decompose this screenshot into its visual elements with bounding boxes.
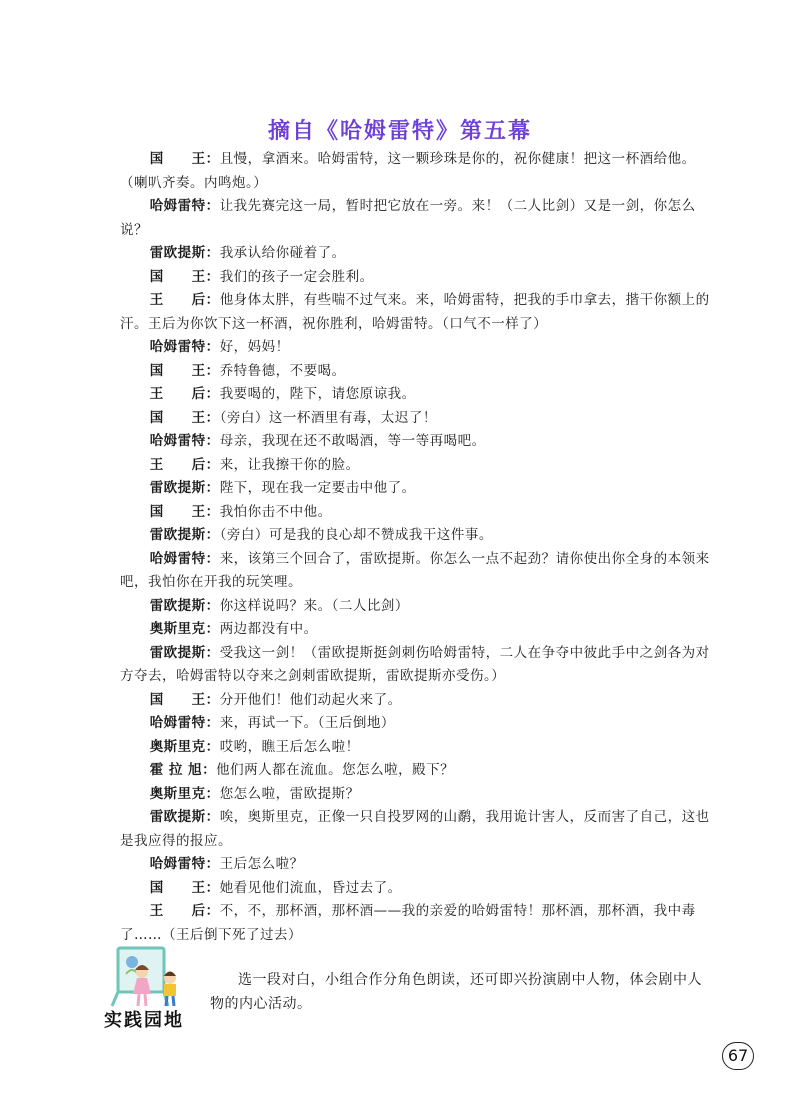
speaker-name: 国 王：	[149, 691, 220, 708]
speaker-name: 国 王：	[149, 268, 220, 285]
speaker-name: 王 后：	[149, 292, 220, 308]
dialogue-line	[120, 783, 714, 807]
dialogue-line	[120, 548, 714, 595]
dialogue-line	[120, 360, 714, 384]
speaker-name: 王 后：	[149, 456, 220, 473]
line-text: 哎哟，瞧王后怎么啦！	[219, 738, 360, 755]
practice-instruction: 选一段对白，小组合作分角色朗读，还可即兴扮演剧中人物，体会剧中人物的内心活动。	[210, 972, 702, 1012]
speaker-name: 奥斯里克：	[149, 785, 220, 802]
line-text: 来，该第三个回合了，雷欧提斯。你怎么一点不起劲？请你使出你全身的本领来吧，我怕你在开我的玩笑哩。	[120, 550, 710, 590]
dialogue-line	[120, 642, 714, 689]
line-text: 他们两人都在流血。您怎么啦，殿下？	[216, 762, 455, 778]
dialogue-line	[120, 806, 714, 853]
speaker-name: 哈姆雷特：	[149, 198, 220, 214]
line-text: 我要喝的，陛下，请您原谅我。	[219, 386, 416, 402]
line-text: （旁白）可是我的良心却不赞成我干这件事。	[219, 527, 493, 543]
speaker-name: 哈姆雷特：	[149, 339, 220, 355]
speaker-name: 国 王：	[149, 362, 220, 379]
line-text: 你这样说吗？来。（二人比剑）	[219, 597, 409, 614]
line-text: 我怕你击不中他。	[219, 503, 332, 520]
dialogue-line	[120, 477, 714, 501]
dialogue-line	[120, 853, 714, 877]
dialogue-line	[120, 195, 714, 242]
dialogue-line	[120, 712, 714, 736]
line-text: 您怎么啦，雷欧提斯？	[219, 785, 360, 802]
dialogue-line	[120, 759, 714, 783]
line-text: 受我这一剑！（雷欧提斯挺剑刺伤哈姆雷特，二人在争夺中彼此手中之剑各为对方夺去，哈姆雷特以夺来之剑刺雷欧提斯，雷欧提斯亦受伤。）	[120, 644, 710, 684]
line-text: 且慢，拿酒来。哈姆雷特，这一颗珍珠是你的，祝你健康！把这一杯酒给他。（喇叭齐奏。内鸣炮。）	[120, 151, 696, 191]
speaker-name: 雷欧提斯：	[149, 245, 220, 261]
line-text: （旁白）这一杯酒里有毒，太迟了！	[219, 409, 437, 426]
line-text: 他身体太胖，有些喘不过气来。来，哈姆雷特，把我的手巾拿去，揩干你额上的汗。王后为你饮下这一杯酒，祝你胜利，哈姆雷特。（口气不一样了）	[120, 292, 710, 332]
dialogue-line	[120, 524, 714, 548]
line-text: 陛下，现在我一定要击中他了。	[219, 480, 416, 496]
speaker-name: 国 王：	[149, 409, 220, 426]
dialogue-line	[120, 454, 714, 478]
children-easel-icon	[104, 944, 200, 1008]
dialogue-line	[120, 501, 714, 525]
line-text: 王后怎么啦？	[219, 856, 304, 872]
speaker-name: 奥斯里克：	[149, 738, 220, 755]
speaker-name: 奥斯里克：	[149, 621, 220, 637]
line-text: 好，妈妈！	[219, 339, 290, 355]
line-text: 她看见他们流血，昏过去了。	[219, 879, 402, 896]
speaker-name: 霍 拉 旭：	[149, 762, 217, 778]
dialogue-line	[120, 336, 714, 360]
line-text: 不，不，那杯酒，那杯酒——我的亲爱的哈姆雷特！那杯酒，那杯酒，我中毒了……（王后倒下死了过去）	[120, 903, 696, 943]
dialogue-line	[120, 736, 714, 760]
speaker-name: 雷欧提斯：	[149, 644, 220, 661]
line-text: 乔特鲁德，不要喝。	[219, 362, 346, 379]
dialogue-line	[120, 430, 714, 454]
speaker-name: 雷欧提斯：	[149, 527, 220, 543]
dialogue-line	[120, 266, 714, 290]
speaker-name: 雷欧提斯：	[149, 597, 220, 614]
speaker-name: 国 王：	[149, 503, 220, 520]
dialogue-line	[120, 383, 714, 407]
line-text: 让我先赛完这一局，暂时把它放在一旁。来！（二人比剑）又是一剑，你怎么说？	[120, 198, 696, 238]
speaker-name: 哈姆雷特：	[149, 715, 220, 731]
speaker-name: 国 王：	[149, 879, 220, 896]
dialogue-line	[120, 289, 714, 336]
practice-section-label: 实践园地	[104, 1010, 184, 1031]
line-text: 我承认给你碰着了。	[219, 245, 346, 261]
dialogue-line	[120, 242, 714, 266]
page-title: 摘自《哈姆雷特》第五幕	[267, 119, 532, 144]
line-text: 唉，奥斯里克，正像一只自投罗网的山鹬，我用诡计害人，反而害了自己，这也是我应得的报应。	[120, 809, 710, 849]
speaker-name: 王 后：	[149, 903, 220, 919]
dialogue-line	[120, 148, 714, 195]
line-text: 母亲，我现在还不敢喝酒，等一等再喝吧。	[219, 433, 486, 449]
line-text: 两边都没有中。	[219, 621, 318, 637]
speaker-name: 哈姆雷特：	[149, 433, 220, 449]
dialogue-line	[120, 689, 714, 713]
dialogue-line	[120, 877, 714, 901]
speaker-name: 王 后：	[149, 386, 220, 402]
dialogue-line	[120, 900, 714, 947]
line-text: 来，再试一下。（王后倒地）	[219, 715, 395, 731]
speaker-name: 哈姆雷特：	[149, 550, 220, 567]
dialogue-line	[120, 618, 714, 642]
speaker-name: 雷欧提斯：	[149, 480, 220, 496]
dialogue-script	[120, 148, 714, 947]
dialogue-line	[120, 595, 714, 619]
page-number: 67	[722, 1042, 754, 1070]
speaker-name: 国 王：	[149, 151, 220, 167]
line-text: 来，让我擦干你的脸。	[219, 456, 360, 473]
dialogue-line	[120, 407, 714, 431]
speaker-name: 哈姆雷特：	[149, 856, 220, 872]
line-text: 分开他们！他们动起火来了。	[219, 691, 402, 708]
line-text: 我们的孩子一定会胜利。	[219, 268, 374, 285]
speaker-name: 雷欧提斯：	[149, 809, 220, 825]
